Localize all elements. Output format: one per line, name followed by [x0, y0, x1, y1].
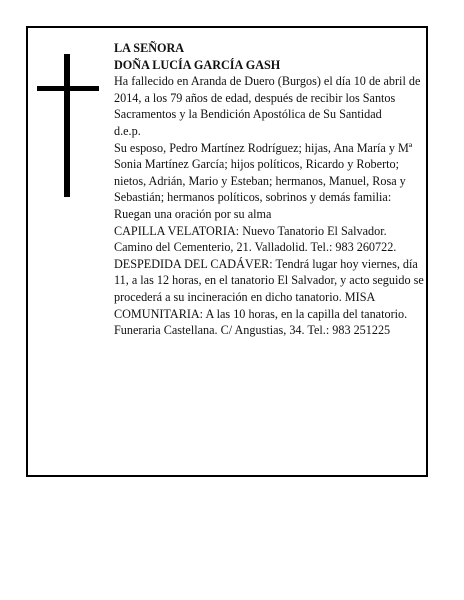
chapel-label: CAPILLA VELATORIA: [114, 223, 240, 238]
farewell-label: DESPEDIDA DEL CADÁVER: [114, 256, 273, 271]
death-announcement: Ha fallecido en Aranda de Duero (Burgos) el día 10 de abril de 2014, a los 79 años de edad, después de recibir los Santos Sacramentos y la Bendición Apostólica de Su Santidad [114, 74, 421, 122]
obituary-text [114, 40, 424, 339]
chapel-paragraph [114, 223, 424, 256]
funeral-home: Funeraria Castellana. C/ Angustias, 34. Tel.: 983 251225 [114, 323, 391, 338]
family-list: Su esposo, Pedro Martínez Rodríguez; hijas, Ana María y Mª Sonia Martínez García; hijos políticos, Ricardo y Roberto; nietos, Adrián, Mario y Esteban; hermanos, Manuel, Rosa y Sebastián; hermanos políticos, sobrinos y demás familia: [114, 140, 413, 205]
cross-vertical-bar [64, 54, 70, 197]
prayer-request: Ruegan una oración por su alma [114, 206, 272, 221]
rip-line: d.e.p. [114, 123, 141, 138]
mass-text: A las 10 horas, en la capilla del tanatorio. [205, 306, 408, 321]
chapel-text: Nuevo Tanatorio El Salvador. Camino del Cementerio, 21. Valladolid. Tel.: 983 260722. [114, 223, 397, 255]
cross-horizontal-bar [37, 86, 99, 91]
notice-title: LA SEÑORA [114, 41, 185, 55]
deceased-name: DOÑA LUCÍA GARCÍA GASH [114, 57, 281, 72]
farewell-text: Tendrá lugar hoy viernes, día 11, a las 12 horas, en el tanatorio El Salvador, y acto seguido se procederá a su incineración en dicho tanatorio. [114, 256, 424, 304]
mass-label: MISA COMUNITARIA: [114, 289, 375, 321]
farewell-paragraph [114, 256, 424, 322]
cross-icon [37, 54, 99, 197]
